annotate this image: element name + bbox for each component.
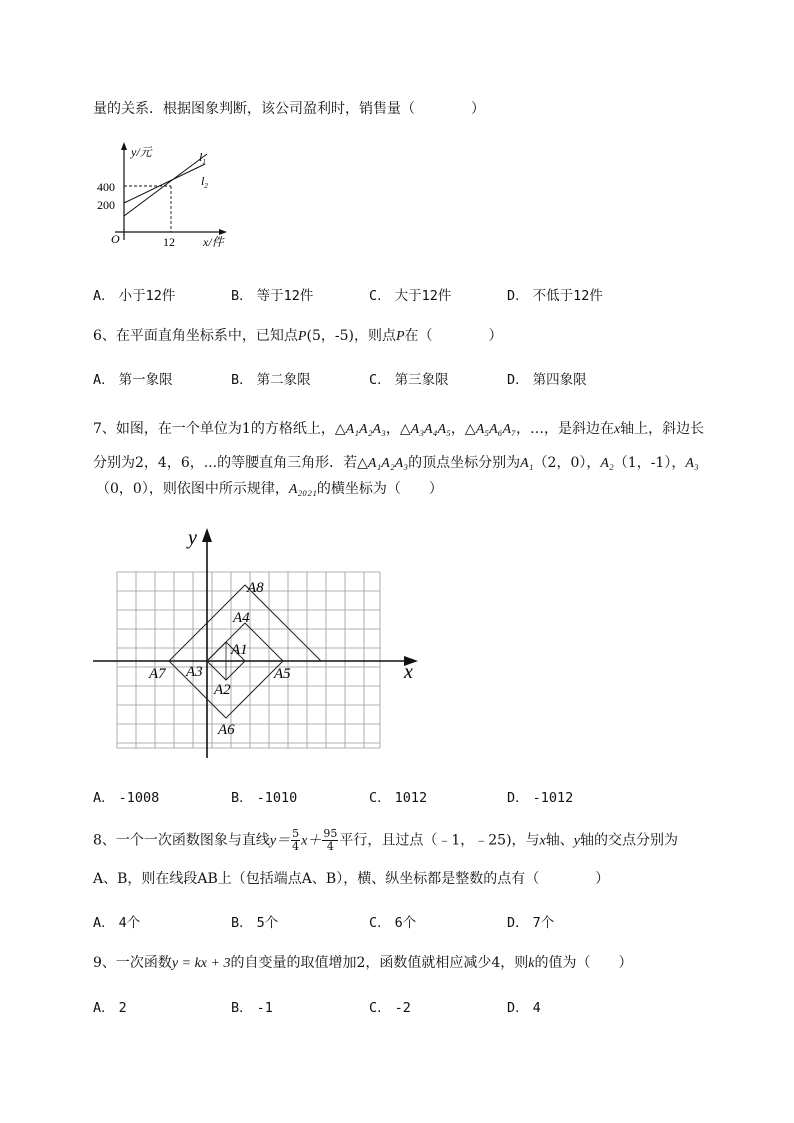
q7-option-b[interactable]: B． -1010 xyxy=(231,790,298,806)
q6-option-d[interactable]: D． 第四象限 xyxy=(507,372,587,388)
q5-option-a[interactable]: A． 小于12件 xyxy=(93,288,176,304)
q8-line-2: A、B，则在线段AB上（包括端点A、B），横、纵坐标都是整数的点有（ ） xyxy=(93,871,610,887)
line-l2-label: $l_2$ xyxy=(201,174,208,190)
label-a3: A3 xyxy=(186,664,203,680)
x-tick-12: 12 xyxy=(163,235,175,249)
label-a7: A7 xyxy=(149,666,166,682)
y-axis-arrow-icon xyxy=(202,528,212,542)
q8-line-1: 8、一个一次函数图象与直线y＝ $\frac{5}{4}$ x＋ $\frac{95}{4}$ 平行，且过点（﹣1，﹣25)，与x轴、y轴的交点分别为 xyxy=(93,827,678,853)
q5-stem: 量的关系．根据图象判断，该公司盈利时，销售量（ ） xyxy=(93,101,485,117)
fraction-5-4: $\frac{5}{4}$ xyxy=(292,827,300,853)
label-a5: A5 xyxy=(274,666,291,682)
q9-stem: 9、一次函数y = kx + 3的自变量的取值增加2，函数值就相应减少4，则k的值为（ ） xyxy=(93,955,633,971)
q7-line-3: （0，0），则依图中所示规律，A₂₀₂₁的横坐标为（ ） xyxy=(96,481,443,497)
q7-option-c[interactable]: C． 1012 xyxy=(369,790,428,806)
q5-option-b[interactable]: B． 等于12件 xyxy=(231,288,314,304)
label-a1: A1 xyxy=(231,642,248,658)
line-l2 xyxy=(124,164,205,203)
q6-option-c[interactable]: C． 第三象限 xyxy=(369,372,449,388)
line-l1 xyxy=(124,154,207,216)
q7-line-1: 7、如图，在一个单位为1的方格纸上，△A₁A₂A₃，△A₃A₄A₅，△A₅A₆A₇，…，是斜边在x轴上，斜边长 xyxy=(93,421,705,437)
line-l1-label: $l_1$ xyxy=(199,150,206,166)
q7-option-a[interactable]: A． -1008 xyxy=(93,790,160,806)
q9-option-b[interactable]: B． -1 xyxy=(231,1000,273,1016)
q5-graph xyxy=(95,140,265,255)
y-axis-arrow-icon xyxy=(121,142,127,150)
q9-option-a[interactable]: A． 2 xyxy=(93,1000,127,1016)
y-tick-200: 200 xyxy=(97,198,115,212)
label-a6: A6 xyxy=(218,722,235,738)
origin-label: O xyxy=(111,232,120,246)
y-axis-label: y/元 xyxy=(131,145,152,159)
fraction-95-4: $\frac{95}{4}$ xyxy=(323,827,338,853)
q5-option-c[interactable]: C． 大于12件 xyxy=(369,288,452,304)
q7-line-2: 分别为2，4，6，...的等腰直角三角形．若△A₁A₂A₃的顶点坐标分别为A₁（2，0），A₂（1，-1），A₃ xyxy=(93,455,699,471)
q8-option-b[interactable]: B． 5个 xyxy=(231,915,279,931)
x-axis-label: x xyxy=(404,661,413,683)
y-tick-400: 400 xyxy=(97,180,115,194)
q6-stem: 6、在平面直角坐标系中，已知点P(5，-5)，则点P在（ ） xyxy=(93,328,503,344)
q9-option-d[interactable]: D． 4 xyxy=(507,1000,541,1016)
label-a2: A2 xyxy=(214,682,231,698)
q5-option-d[interactable]: D． 不低于12件 xyxy=(507,288,603,304)
q7-option-d[interactable]: D． -1012 xyxy=(507,790,574,806)
q6-option-a[interactable]: A． 第一象限 xyxy=(93,372,173,388)
label-a8: A8 xyxy=(247,580,264,596)
x-axis-label: x/件 xyxy=(203,235,224,249)
q7-figure xyxy=(88,522,428,762)
q6-option-b[interactable]: B． 第二象限 xyxy=(231,372,311,388)
label-a4: A4 xyxy=(233,610,250,626)
q8-option-d[interactable]: D． 7个 xyxy=(507,915,555,931)
grid xyxy=(117,572,380,748)
q8-option-c[interactable]: C． 6个 xyxy=(369,915,417,931)
y-axis-label: y xyxy=(188,527,197,549)
q8-option-a[interactable]: A． 4个 xyxy=(93,915,141,931)
q9-option-c[interactable]: C． -2 xyxy=(369,1000,411,1016)
